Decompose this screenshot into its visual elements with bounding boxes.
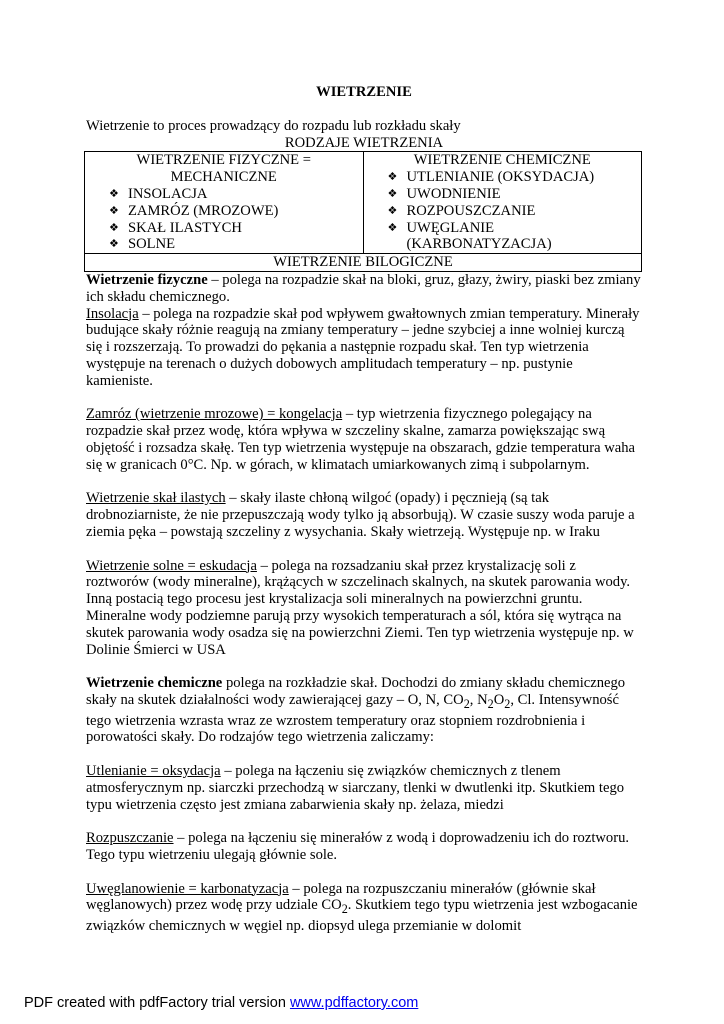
insolation-paragraph: Insolacja – polega na rozpadzie skał pod wpływem gwałtownych zmian temperatury. Minerały budujące skały różnie reagują na zmiany temperatury – jedne szybciej a inne wolniej kurczą się i rozszerzają. To prowadzi do pękania a następnie rozpadu skał. Ten typ wietrzenia występuje na terenach o dużych dobowych amplitudach temperatury – np. pustynie kamieniste. xyxy=(86,305,640,389)
frost-weathering-paragraph: Zamróz (wietrzenie mrozowe) = kongelacja – typ wietrzenia fizycznego polegający na rozpadzie skał przez wodę, która wpływa w szczeliny skalne, zamarza powiększając swą objętość i rozsadza skałę. Ten typ wietrzenia występuje na obszarach, gdzie temperatura waha się w granicach 0°C. Np. w górach, w klimatach umiarkowanych zimą i subpolarnym. xyxy=(86,406,635,473)
chemical-header: WIETRZENIE CHEMICZNE xyxy=(413,152,591,169)
clay-weathering-paragraph: Wietrzenie skał ilastych – skały ilaste chłoną wilgoć (opady) i pęcznieją (są tak drobnoziarniste, że nie przepuszczają wody tylko ją absorbują). W czasie suszy woda paruje a ziemia pęka – powstają szczeliny z wysychania. Skały wietrzeją. Występuje np. w Iraku xyxy=(86,490,635,540)
list-item: ❖ UTLENIANIE (OKSYDACJA) xyxy=(388,169,640,186)
chemical-weathering-cell xyxy=(363,152,642,254)
paragraph-term: Wietrzenie fizyczne xyxy=(86,271,208,288)
document-page xyxy=(86,84,642,935)
chemical-types-list xyxy=(366,169,640,253)
list-item: ❖ SKAŁ ILASTYCH xyxy=(109,220,361,237)
pdf-footer xyxy=(24,995,418,1011)
paragraph-term: Wietrzenie chemiczne xyxy=(86,675,223,692)
biological-weathering-cell: WIETRZENIE BILOGICZNE xyxy=(85,254,642,272)
physical-header-line1: WIETRZENIE FIZYCZNE = xyxy=(136,152,311,169)
chemical-weathering-paragraph: Wietrzenie chemiczne polega na rozkładzie skał. Dochodzi do zmiany składu chemicznego skały na skutek działalności wody zawierającej gazy – O, N, $CO_2$, $N_2O_2$, Cl. Intensywność tego wietrzenia wzrasta wraz ze wzrostem temperatury oraz stopniem rozdrobnienia i porowatości skały. Do rodzajów tego wietrzenia zaliczamy: xyxy=(86,675,626,746)
list-item: ❖ INSOLACJA xyxy=(109,186,361,203)
paragraph-term: Insolacja xyxy=(86,305,139,322)
document-title: WIETRZENIE xyxy=(316,84,412,100)
paragraph-term: Uwęglanowienie = karbonatyzacja xyxy=(86,880,289,897)
footer-text: PDF created with pdfFactory trial version xyxy=(24,995,290,1011)
table-caption: RODZAJE WIETRZENIA xyxy=(284,134,444,151)
salt-weathering-paragraph: Wietrzenie solne = eskudacja – polega na rozsadzaniu skał przez krystalizację soli z roztworów (wody mineralne), krążących w szczelinach skalnych, na skutek parowania wody. Inną postacią tego procesu jest krystalizacja soli mineralnych na powierzchni gruntu. Mineralne wody podziemne parują przy wysokich temperaturach a sól, która się wytrąca na skutek parowania wody osadza się na powierzchni Ziemi. Ten typ wietrzenia występuje np. w Dolinie Śmierci w USA xyxy=(86,557,634,658)
physical-header-line2: MECHANICZNE xyxy=(170,169,277,186)
paragraph-term: Zamróz (wietrzenie mrozowe) = kongelacja xyxy=(86,406,343,423)
dissolution-paragraph: Rozpuszczanie – polega na łączeniu się minerałów z wodą i doprowadzeniu ich do roztworu. Tego typu wietrzeniu ulegają głównie sole. xyxy=(86,830,630,863)
list-item: ❖ UWODNIENIE xyxy=(388,186,640,203)
pdffactory-link[interactable]: www.pdffactory.com xyxy=(289,995,419,1011)
list-item: ❖ ZAMRÓZ (MROZOWE) xyxy=(109,203,361,220)
paragraph-term: Wietrzenie skał ilastych xyxy=(86,490,226,507)
oxidation-paragraph: Utlenianie = oksydacja – polega na łączeniu się związków chemicznych z tlenem atmosferycznym np. siarczki przechodzą w siarczany, tlenki w dwutlenki itp. Skutkiem tego typu wietrzenia często jest zmiana zabarwienia skały np. żelaza, miedzi xyxy=(86,762,625,813)
paragraph-term: Utlenianie = oksydacja xyxy=(86,762,221,779)
list-item: ❖ UWĘGLANIE (KARBONATYZACJA) xyxy=(388,220,640,254)
physical-weathering-paragraph: Wietrzenie fizyczne – polega na rozpadzie skał na bloki, gruz, głazy, żwiry, piaski bez zmiany ich składu chemicznego. xyxy=(86,271,641,305)
paragraph-term: Rozpuszczanie xyxy=(86,830,174,847)
carbonation-paragraph: Uwęglanowienie = karbonatyzacja – polega na rozpuszczaniu minerałów (głównie skał węglanowych) przez wodę przy udziale $CO_2$. Skutkiem tego typu wietrzenia jest wzbogacanie związków chemicznych w węgiel np. diopsyd ulega przemianie w dolomit xyxy=(86,880,638,935)
physical-types-list xyxy=(87,186,361,253)
intro-sentence: Wietrzenie to proces prowadzący do rozpadu lub rozkładu skały xyxy=(86,117,461,134)
weathering-types-table xyxy=(84,151,642,272)
paragraph-term: Wietrzenie solne = eskudacja xyxy=(86,557,257,574)
physical-weathering-cell xyxy=(85,152,364,254)
list-item: ❖ SOLNE xyxy=(109,236,361,253)
list-item: ❖ ROZPOUSZCZANIE xyxy=(388,203,640,220)
